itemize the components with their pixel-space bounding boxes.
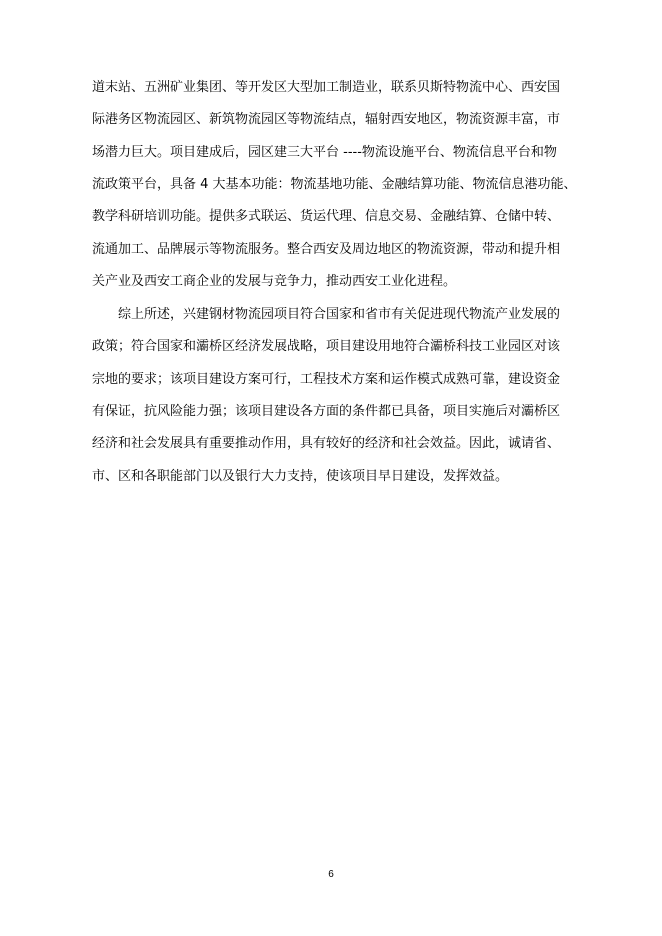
paragraph-line: 流通加工、品牌展示等物流服务。整合西安及周边地区的物流资源，带动和提升相: [92, 242, 561, 257]
paragraph-line: 政策；符合国家和灞桥区经济发展战略，项目建设用地符合灞桥科技工业园区对该: [92, 339, 561, 354]
paragraph-line: 经济和社会发展具有重要推动作用，具有较好的经济和社会效益。因此，诚请省、: [92, 436, 561, 451]
page-number: 6: [328, 869, 334, 880]
paragraph-line: 场潜力巨大。项目建成后，园区建三大平台 ----物流设施平台、物流信息平台和物: [92, 145, 557, 160]
paragraph-line: 际港务区物流园区、新筑物流园区等物流结点，辐射西安地区，物流资源丰富，市: [92, 112, 561, 127]
paragraph-line: 综上所述，兴建钢材物流园项目符合国家和省市有关促进现代物流产业发展的: [118, 307, 561, 322]
paragraph-line: 关产业及西安工商企业的发展与竞争力，推动西安工业化进程。: [92, 274, 457, 289]
paragraph-line: 市、区和各职能部门以及银行大力支持，使该项目早日建设，发挥效益。: [92, 469, 509, 484]
paragraph-line: 道末站、五洲矿业集团、等开发区大型加工制造业，联系贝斯特物流中心、西安国: [92, 80, 561, 95]
paragraph-line: 宗地的要求；该项目建设方案可行，工程技术方案和运作模式成熟可靠，建设资金: [92, 372, 561, 387]
paragraph-line: 有保证，抗风险能力强；该项目建设各方面的条件都已具备，项目实施后对灞桥区: [92, 404, 561, 419]
paragraph-line: 流政策平台，具备 4 大基本功能：物流基地功能、金融结算功能、物流信息港功能、: [92, 177, 577, 192]
paragraph-line: 教学科研培训功能。提供多式联运、货运代理、信息交易、金融结算、仓储中转、: [92, 209, 561, 224]
